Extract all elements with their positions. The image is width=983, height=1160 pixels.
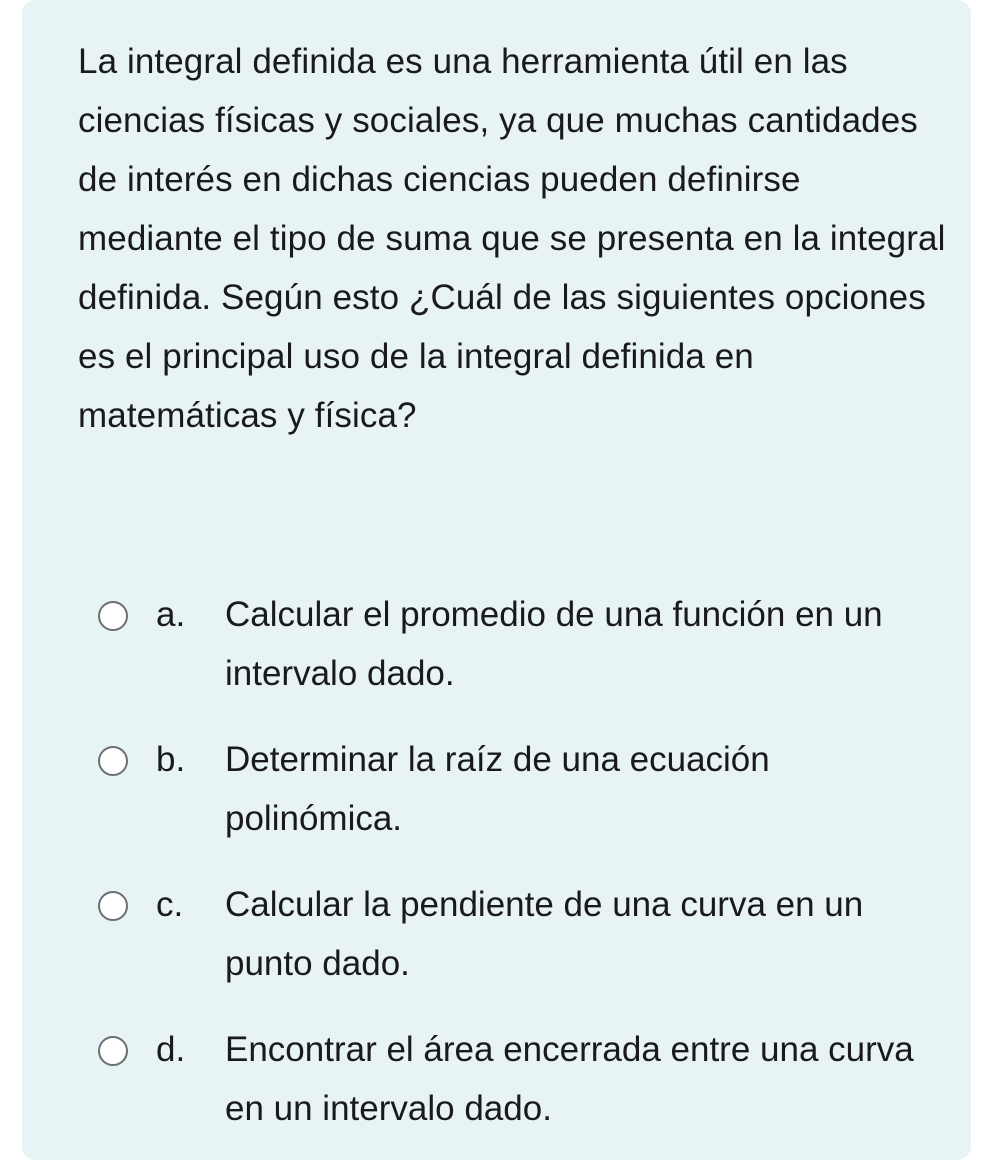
radio-button-b[interactable]: [98, 746, 128, 776]
answer-options: [22, 575, 971, 1155]
option-a[interactable]: [22, 575, 971, 720]
question-card: [22, 0, 971, 1160]
option-c[interactable]: [22, 865, 971, 1010]
radio-button-c[interactable]: [98, 891, 128, 921]
option-letter: b.: [156, 740, 186, 779]
option-text: Encontrar el área encerrada entre una curva en un intervalo dado.: [225, 1030, 914, 1128]
option-letter: d.: [156, 1030, 186, 1069]
radio-button-d[interactable]: [98, 1036, 128, 1066]
option-letter: a.: [156, 595, 186, 634]
option-text: Determinar la raíz de una ecuación polinómica.: [225, 740, 770, 838]
question-text: La integral definida es una herramienta útil en las ciencias físicas y sociales, ya que muchas cantidades de interés en dichas ciencias pueden definirse mediante el tipo de suma que se presenta en la integral definida. Según esto ¿Cuál de las siguientes opciones es el principal uso de la integral definida en matemáticas y física?: [78, 42, 946, 435]
option-text: Calcular el promedio de una función en un intervalo dado.: [225, 595, 883, 693]
radio-button-a[interactable]: [98, 601, 128, 631]
option-b[interactable]: [22, 720, 971, 865]
option-letter: c.: [156, 885, 184, 924]
option-text: Calcular la pendiente de una curva en un punto dado.: [225, 885, 864, 983]
option-d[interactable]: [22, 1010, 971, 1155]
